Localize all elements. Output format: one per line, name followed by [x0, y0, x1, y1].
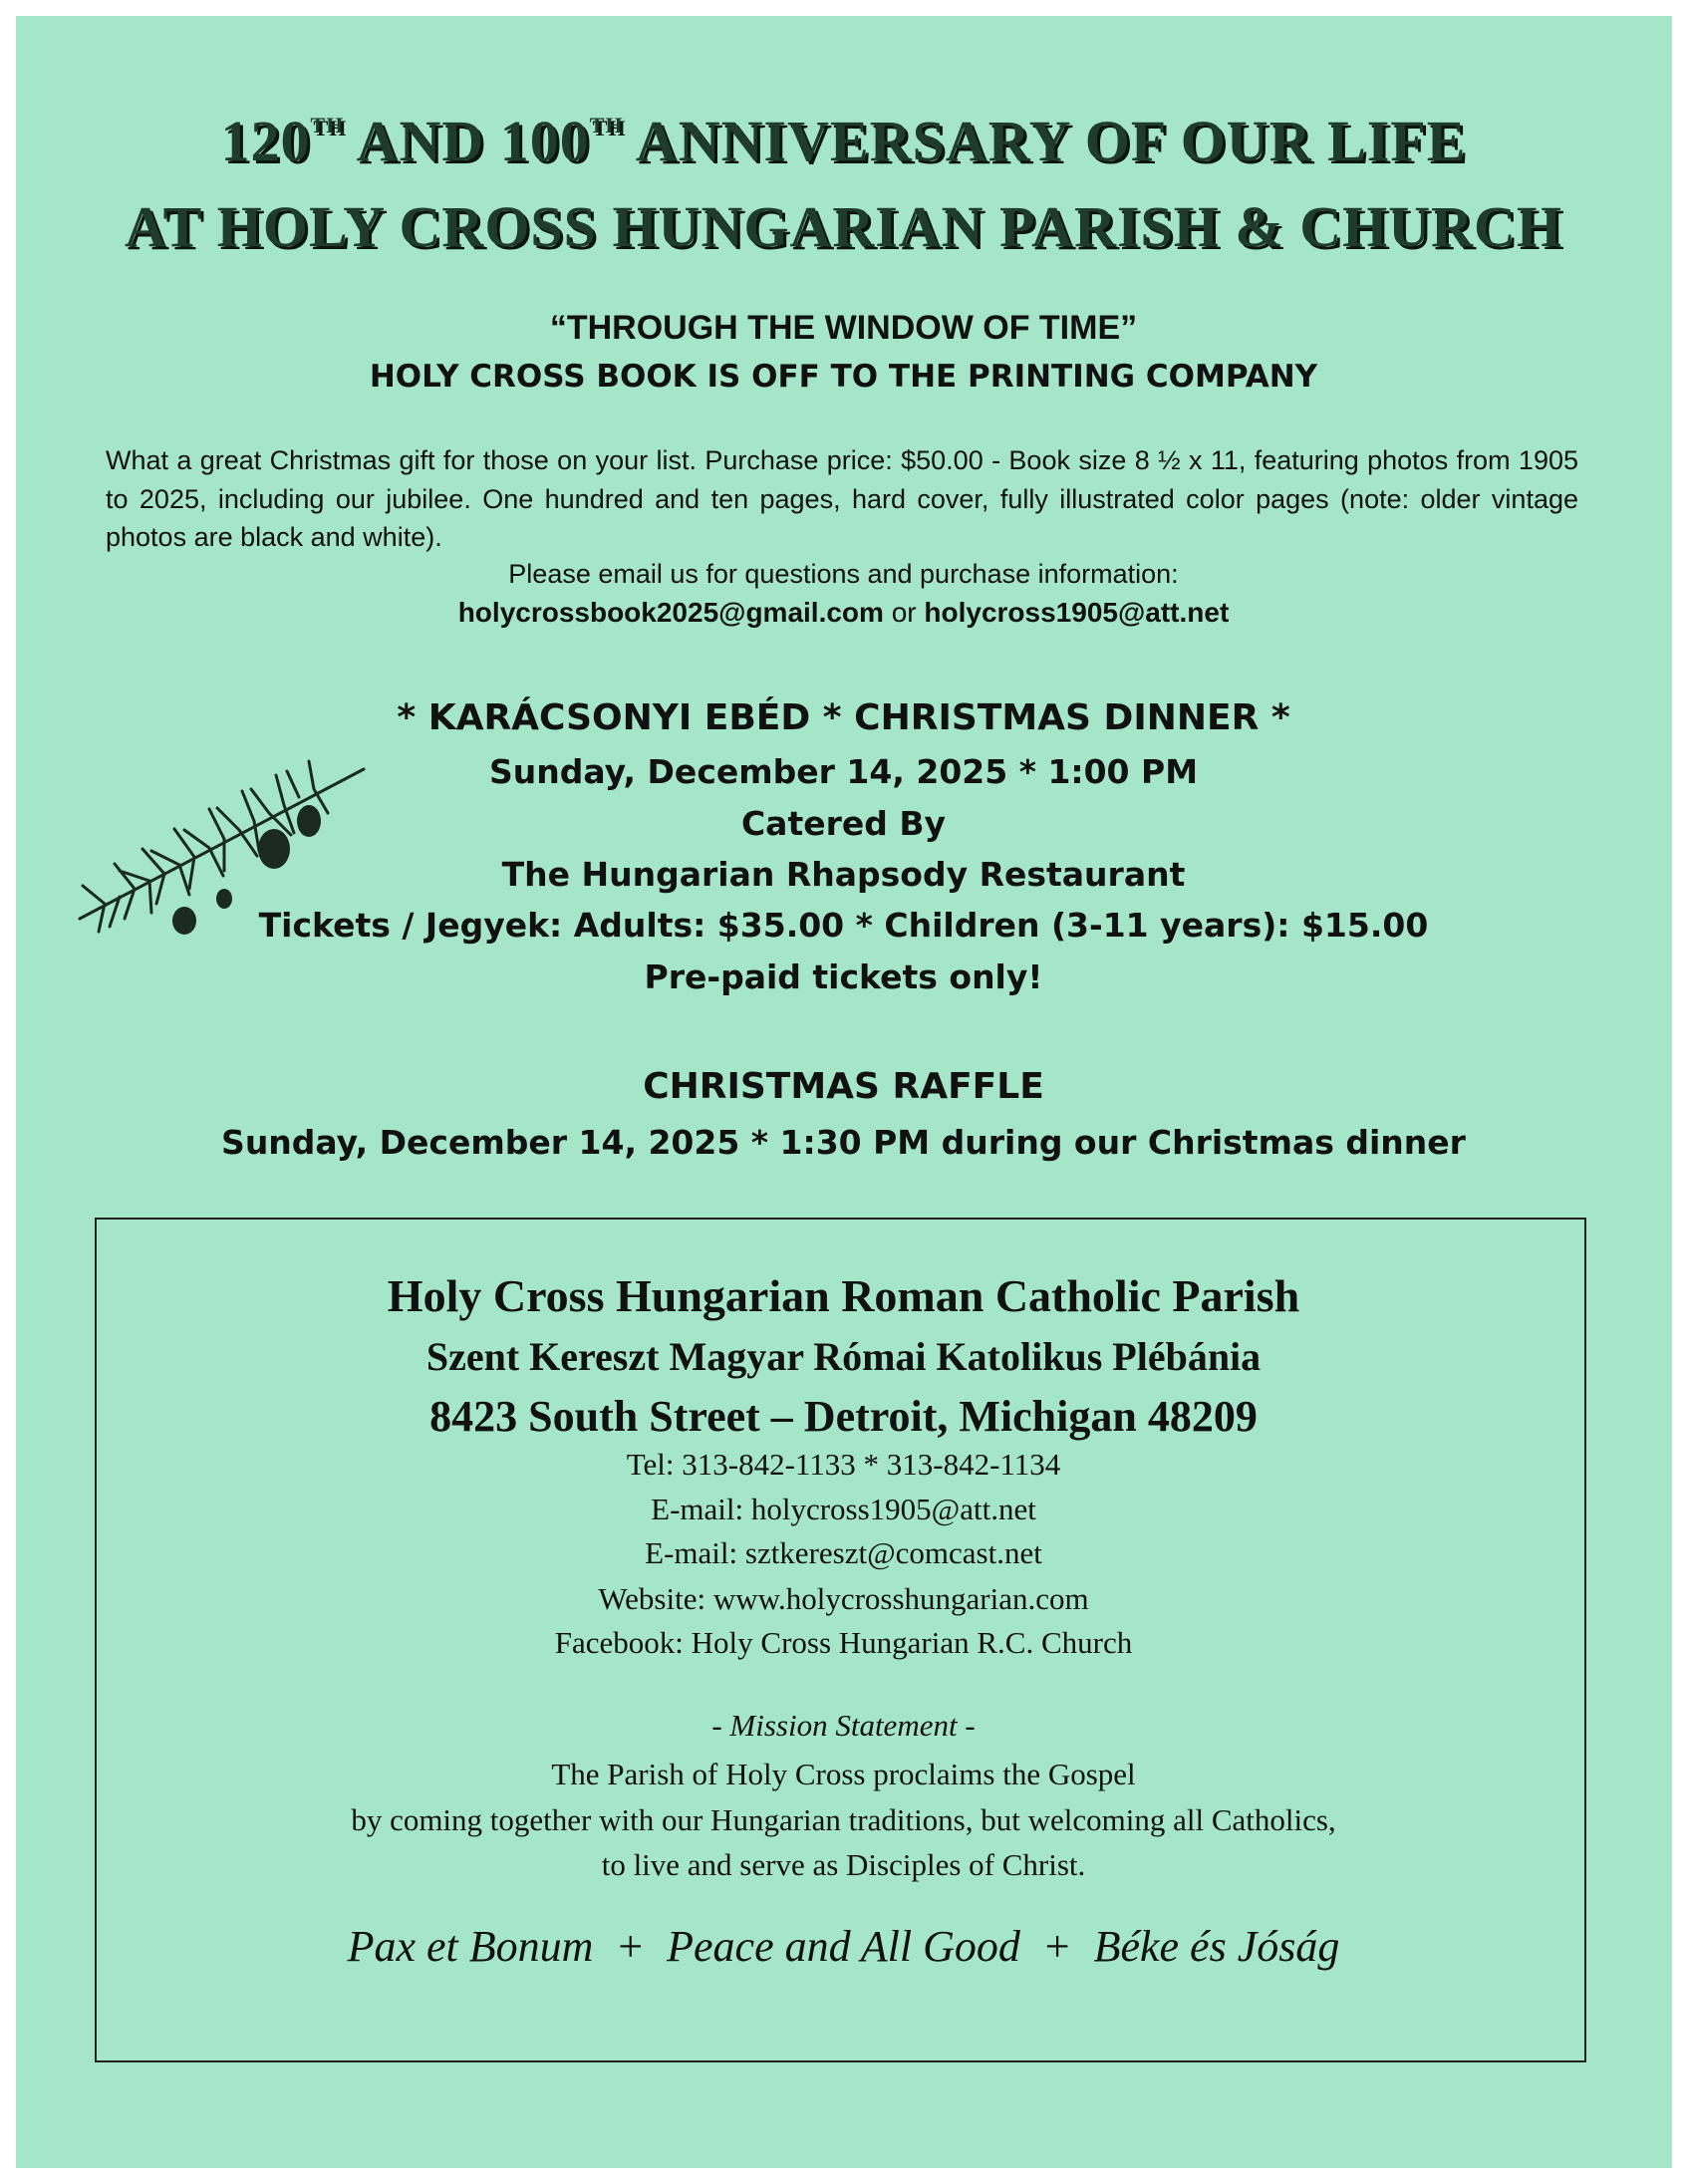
parish-email-2[interactable]: E-mail: sztkereszt@comcast.net	[645, 1535, 1042, 1570]
parish-motto: Pax et Bonum + Peace and All Good + Béke és Jóság	[347, 1922, 1340, 1971]
mission-line-3: to live and serve as Disciples of Christ.	[601, 1847, 1086, 1882]
parish-website[interactable]: Website: www.holycrosshungarian.com	[598, 1581, 1089, 1616]
email-link-parish[interactable]: holycross1905@att.net	[924, 597, 1230, 628]
dinner-date: Sunday, December 14, 2025 * 1:00 PM	[488, 752, 1199, 791]
dinner-catered: Catered By	[740, 804, 947, 843]
contact-prompt: Please email us for questions and purchase information:	[508, 559, 1179, 589]
dinner-prepaid: Pre-paid tickets only!	[644, 957, 1043, 996]
book-subtitle: HOLY CROSS BOOK IS OFF TO THE PRINTING COMPANY	[369, 359, 1318, 395]
anniversary-title-line2: AT HOLY CROSS HUNGARIAN PARISH & CHURCH	[125, 194, 1562, 259]
parish-facebook[interactable]: Facebook: Holy Cross Hungarian R.C. Church	[554, 1625, 1133, 1660]
parish-name: Holy Cross Hungarian Roman Catholic Parish	[387, 1270, 1300, 1321]
book-description: What a great Christmas gift for those on your list. Purchase price: $50.00 - Book size 8 ½ x 11, featuring photos from 1905 to 2025, including our jubilee. One hundred and ten pages, hard cover, fully illustrated color pages (note: older vintage photos are black and white).	[106, 445, 1578, 552]
mission-line-2: by coming together with our Hungarian traditions, but welcoming all Catholics,	[351, 1802, 1336, 1837]
parish-email-1[interactable]: E-mail: holycross1905@att.net	[651, 1492, 1036, 1526]
parish-name-hungarian: Szent Kereszt Magyar Római Katolikus Plébánia	[425, 1334, 1262, 1379]
raffle-date: Sunday, December 14, 2025 * 1:30 PM during our Christmas dinner	[221, 1123, 1466, 1162]
dinner-restaurant: The Hungarian Rhapsody Restaurant	[501, 855, 1186, 894]
email-link-book[interactable]: holycrossbook2025@gmail.com	[457, 597, 884, 628]
parish-address: 8423 South Street – Detroit, Michigan 48209	[429, 1392, 1258, 1441]
dinner-tickets: Tickets / Jegyek: Adults: $35.00 * Children (3-11 years): $15.00	[258, 906, 1429, 945]
raffle-title: CHRISTMAS RAFFLE	[643, 1066, 1044, 1107]
parish-phone: Tel: 313-842-1133 * 313-842-1134	[626, 1447, 1061, 1482]
dinner-title: * KARÁCSONYI EBÉD * CHRISTMAS DINNER *	[397, 697, 1290, 738]
book-emails	[0, 597, 1687, 629]
mission-line-1: The Parish of Holy Cross proclaims the Gospel	[551, 1757, 1136, 1791]
anniversary-title-line1: 120TH AND 100TH ANNIVERSARY OF OUR LIFE	[220, 109, 1467, 173]
book-title: “THROUGH THE WINDOW OF TIME”	[549, 309, 1138, 347]
or-text: or	[883, 597, 925, 628]
pine-branch-icon	[75, 749, 374, 963]
mission-title: - Mission Statement -	[711, 1708, 976, 1743]
